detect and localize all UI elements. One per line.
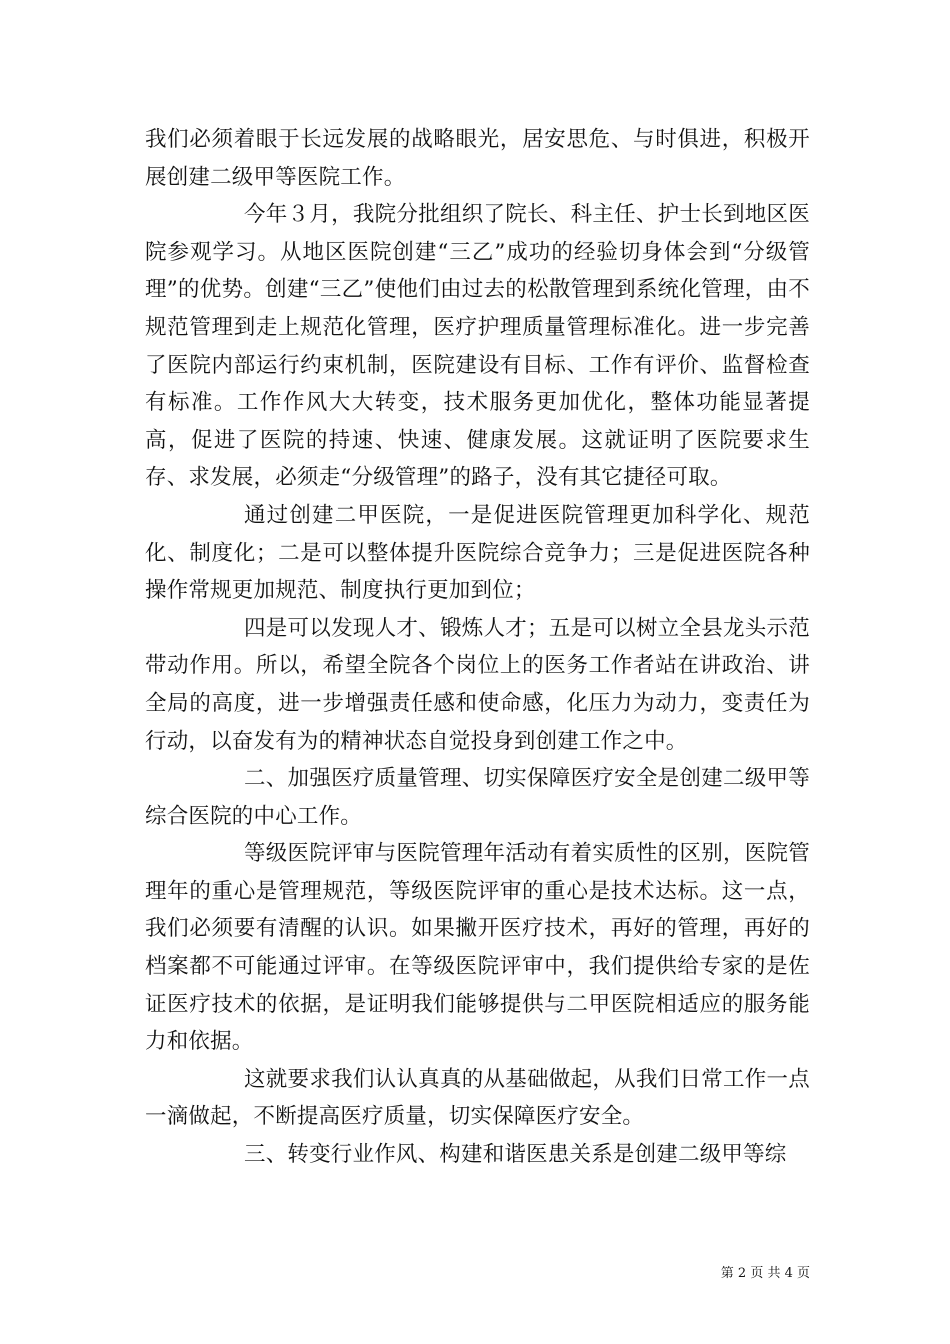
paragraph-6: 等级医院评审与医院管理年活动有着实质性的区别，医院管理年的重心是管理规范，等级医院评审的重心是技术达标。这一点，我们必须要有清醒的认识。如果撇开医疗技术，再好的管理，再好的档案都不可能通过评审。在等级医院评审中，我们提供给专家的是佐证医疗技术的依据，是证明我们能够提供与二甲医院相适应的服务能力和依据。 <box>145 841 810 1055</box>
paragraph-4: 四是可以发现人才、锻炼人才；五是可以树立全县龙头示范带动作用。所以，希望全院各个岗位上的医务工作者站在讲政治、讲全局的高度，进一步增强责任感和使命感，化压力为动力，变责任为行动，以奋发有为的精神状态自觉投身到创建工作之中。 <box>145 615 810 754</box>
document-body <box>145 121 810 1174</box>
paragraph-7: 这就要求我们认认真真的从基础做起，从我们日常工作一点一滴做起，不断提高医疗质量，切实保障医疗安全。 <box>145 1066 810 1130</box>
paragraph-2: 今年３月，我院分批组织了院长、科主任、护士长到地区医院参观学习。从地区医院创建“三乙”成功的经验切身体会到“分级管理”的优势。创建“三乙”使他们由过去的松散管理到系统化管理，由不规范管理到走上规范化管理，医疗护理质量管理标准化。进一步完善了医院内部运行约束机制，医院建设有目标、工作有评价、监督检查有标准。工作作风大大转变，技术服务更加优化，整体功能显著提高，促进了医院的持速、快速、健康发展。这就证明了医院要求生存、求发展，必须走“分级管理”的路子，没有其它捷径可取。 <box>145 202 810 491</box>
paragraph-1: 我们必须着眼于长远发展的战略眼光，居安思危、与时俱进，积极开展创建二级甲等医院工作。 <box>145 127 810 190</box>
paragraph-3: 通过创建二甲医院，一是促进医院管理更加科学化、规范化、制度化；二是可以整体提升医院综合竞争力；三是促进医院各种操作常规更加规范、制度执行更加到位； <box>145 502 810 604</box>
paragraph-8: 三、转变行业作风、构建和谐医患关系是创建二级甲等综 <box>244 1142 787 1168</box>
page-number-footer: 第 2 页 共 4 页 <box>720 1266 810 1281</box>
paragraph-5: 二、加强医疗质量管理、切实保障医疗安全是创建二级甲等综合医院的中心工作。 <box>145 766 810 829</box>
